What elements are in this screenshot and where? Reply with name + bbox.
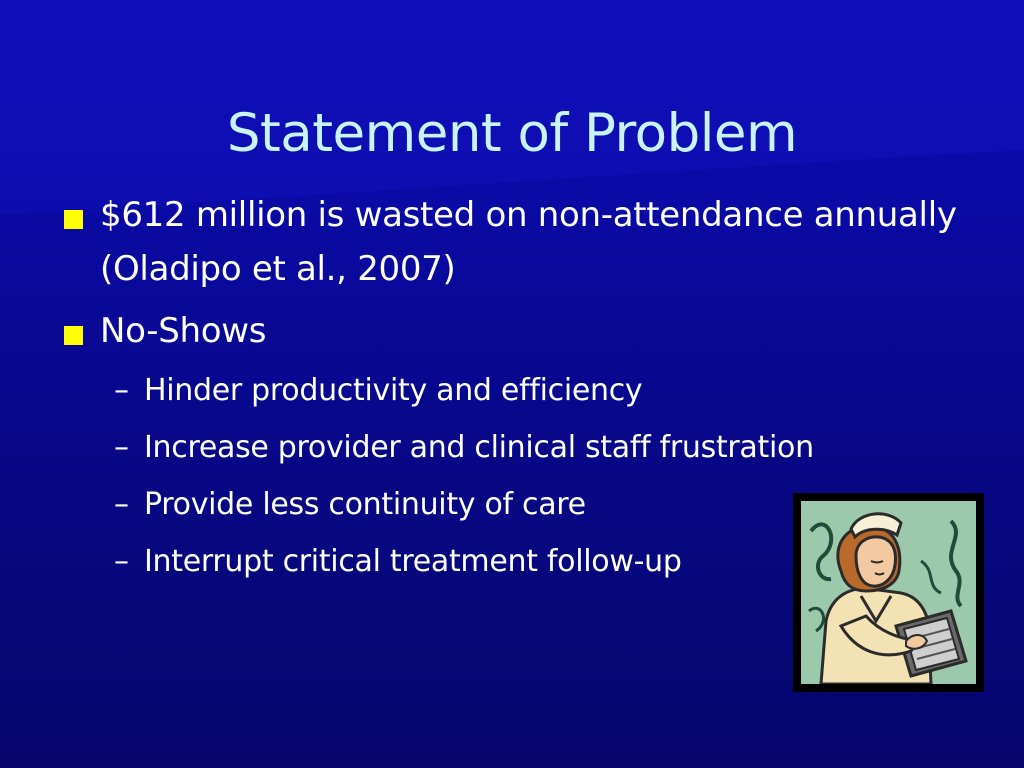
slide-title: Statement of Problem: [226, 102, 798, 164]
bullet-square-icon: [64, 210, 83, 229]
sub-bullet-text: Increase provider and clinical staff frustration: [144, 430, 814, 465]
sub-bullet-text: Hinder productivity and efficiency: [144, 373, 643, 408]
dash-marker: –: [114, 430, 129, 465]
dash-marker: –: [114, 373, 129, 408]
bullet-text: No-Shows: [100, 311, 267, 351]
bullet-item-cost: [62, 188, 982, 296]
nurse-with-clipboard-icon: [801, 501, 976, 684]
dash-marker: –: [114, 544, 129, 579]
sub-bullet-text: Provide less continuity of care: [144, 487, 586, 522]
bullet-text: $612 million is wasted on non-attendance annually (Oladipo et al., 2007): [100, 195, 957, 289]
sub-bullet-item: [114, 419, 982, 476]
sub-bullet-text: Interrupt critical treatment follow-up: [144, 544, 682, 579]
bullet-square-icon: [64, 326, 83, 345]
nurse-clipart: [793, 493, 984, 692]
dash-marker: –: [114, 487, 129, 522]
sub-bullet-item: [114, 362, 982, 419]
